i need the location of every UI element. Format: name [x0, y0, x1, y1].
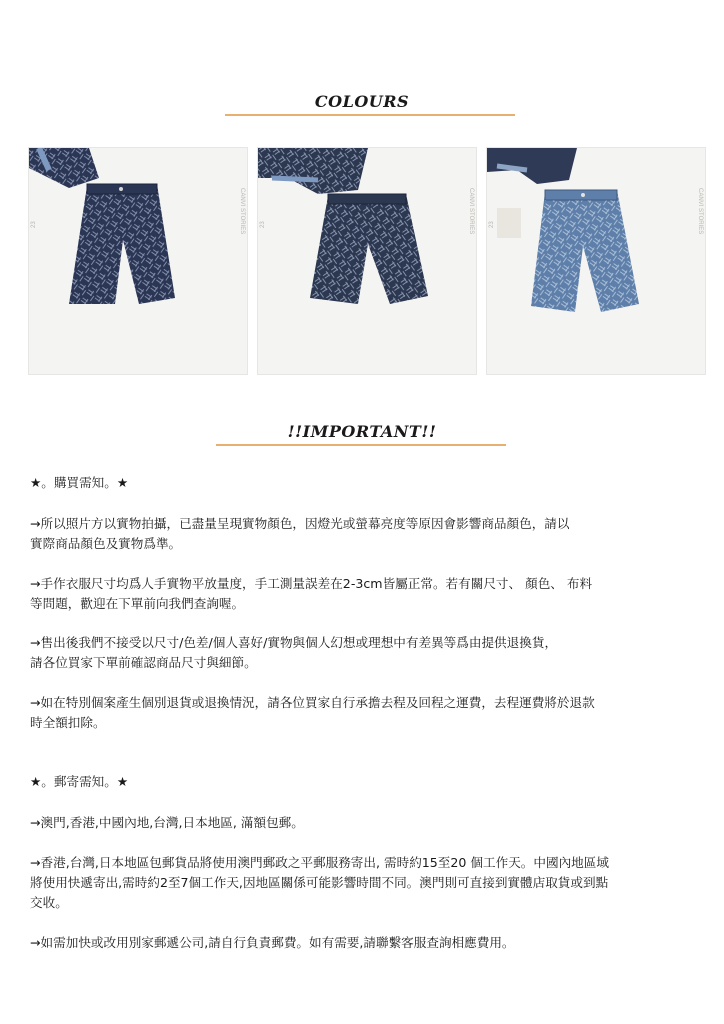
- purchase-note-line: 時全額扣除。: [30, 715, 106, 730]
- purchase-note-line: →售出後我們不接受以尺寸/色差/個人喜好/實物與個人幻想或理想中有差異等爲由提供退換貨，: [30, 635, 558, 650]
- colours-section-title: COLOURS: [314, 92, 410, 111]
- shipping-notice-heading: ★。郵寄需知。★: [30, 774, 129, 789]
- shipping-note-line: →香港,台灣,日本地區包郵貨品將使用澳門郵政之平郵服務寄出, 需時約15至20 個工作天。中國內地區域: [30, 855, 609, 870]
- side-tag-text: 23: [31, 221, 37, 228]
- purchase-note-line: 請各位買家下單前確認商品尺寸與細節。: [30, 655, 257, 670]
- product-photo-navy-shorts[interactable]: [257, 147, 477, 375]
- side-watermark-text: CANVI STORIES: [468, 188, 474, 235]
- side-watermark-text: CANVI STORIES: [697, 188, 703, 235]
- important-divider: [216, 444, 506, 446]
- purchase-notice-heading: ★。購買需知。★: [30, 475, 129, 490]
- important-section-title: !!IMPORTANT!!: [287, 422, 437, 441]
- product-photo-dark-navy-shorts[interactable]: [28, 147, 248, 375]
- purchase-note-line: 實際商品顏色及實物爲準。: [30, 536, 182, 551]
- product-photo-light-blue-shorts[interactable]: [486, 147, 706, 375]
- purchase-note-line: →手作衣服尺寸均爲人手實物平放量度，手工測量誤差在2-3cm皆屬正常。若有關尺寸、 顏色、 布料: [30, 576, 593, 591]
- shorts-illustration: [258, 148, 477, 375]
- side-watermark-text: CANVI STORIES: [239, 188, 245, 235]
- purchase-note-line: →如在特別個案產生個別退貨或退換情況，請各位買家自行承擔去程及回程之運費，去程運費將於退款: [30, 695, 595, 710]
- shorts-illustration: [29, 148, 248, 375]
- shipping-note-line: 交收。: [30, 895, 68, 910]
- shorts-illustration: [487, 148, 706, 375]
- purchase-note-line: 等問題，歡迎在下單前向我們查詢喔。: [30, 596, 245, 611]
- side-tag-text: 23: [489, 221, 495, 228]
- shipping-note-line: →澳門,香港,中國內地,台灣,日本地區, 滿額包郵。: [30, 815, 304, 830]
- purchase-note-line: →所以照片方以實物拍攝，已盡量呈現實物顏色，因燈光或螢幕亮度等原因會影響商品顏色，請以: [30, 516, 570, 531]
- colours-divider: [225, 114, 515, 116]
- shipping-note-line: →如需加快或改用別家郵遞公司,請自行負責郵費。如有需要,請聯繫客服查詢相應費用。: [30, 935, 515, 950]
- side-tag-text: 23: [260, 221, 266, 228]
- shipping-note-line: 將使用快遞寄出,需時約2至7個工作天,因地區關係可能影響時間不同。澳門則可直接到實體店取貨或到點: [30, 875, 609, 890]
